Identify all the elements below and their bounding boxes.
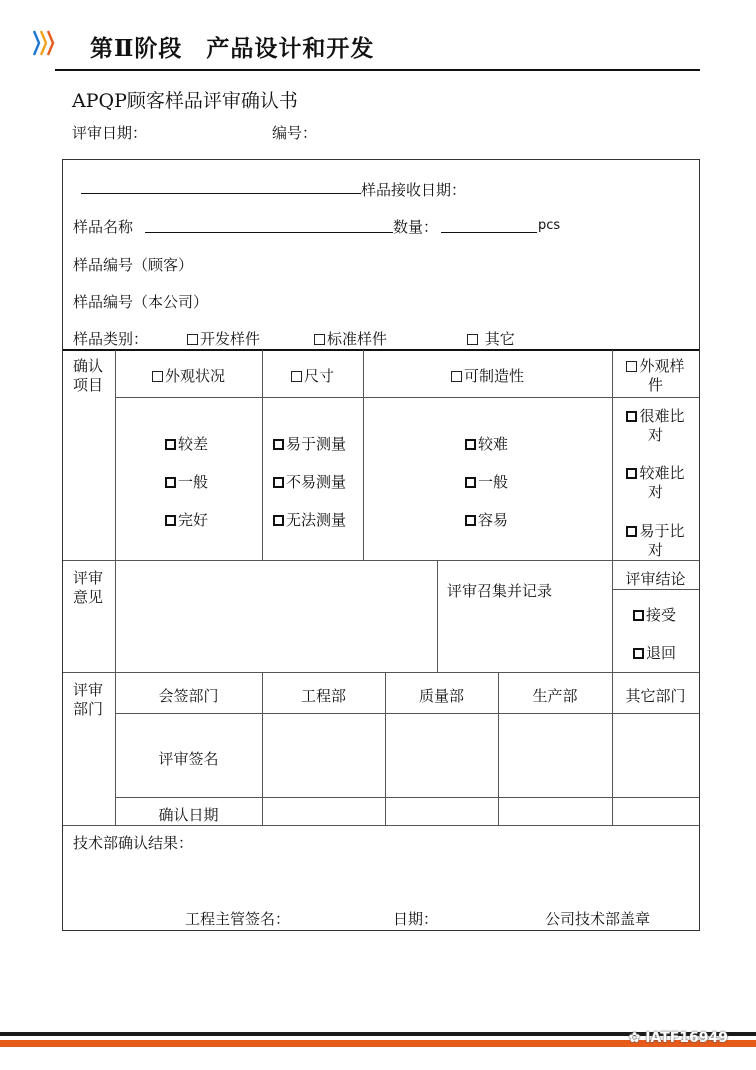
review-date-label: 评审日期： [72,124,148,142]
document-title: APQP顾客样品评审确认书 [72,90,298,112]
option-appearance-good[interactable]: 完好 [165,509,208,530]
receive-date-field[interactable] [81,193,361,194]
receive-date-label: 样品接收日期： [361,181,467,199]
wechat-icon: ✿ [628,1030,641,1046]
checkbox-icon [465,477,476,488]
col-quality: 质量部 [418,687,464,705]
checkbox-icon [626,411,637,422]
tech-date-label: 日期： [393,910,439,928]
option-compare-easy[interactable]: 易于比 [612,520,699,541]
checkbox-icon [465,439,476,450]
checkbox-icon [165,439,176,450]
number-label: 编号： [272,124,318,142]
option-appearance-normal[interactable]: 一般 [165,471,208,492]
quantity-unit: pcs [538,218,561,233]
departments-label-line2: 部门 [73,700,104,718]
confirm-label-line1: 确认 [73,357,104,375]
option-compare-hard[interactable]: 较难比 [612,462,699,483]
col-sign-department: 会签部门 [158,687,219,705]
meeting-record-label: 评审召集并记录 [447,582,553,600]
option-dimension-easy[interactable]: 易于测量 [273,433,346,454]
sample-name-field[interactable] [145,232,393,233]
option-compare-hard-line2: 对 [647,483,663,501]
checkbox-icon [626,468,637,479]
option-mfg-easy[interactable]: 容易 [465,509,508,530]
customer-sample-no-label: 样品编号（顾客） [73,256,194,274]
header-manufacturability[interactable]: 可制造性 [363,365,612,386]
option-compare-very-hard[interactable]: 很难比 [612,405,699,426]
quantity-label: 数量： [393,218,439,236]
checkbox-icon [633,610,644,621]
checkbox-icon [626,361,637,372]
checkbox-icon [451,371,462,382]
col-engineering: 工程部 [300,687,346,705]
category-other[interactable]: 其它 [467,328,515,349]
company-sample-no-label: 样品编号（本公司） [73,293,209,311]
checkbox-icon [633,648,644,659]
sample-name-label: 样品名称 [73,218,134,236]
col-production: 生产部 [532,687,578,705]
option-mfg-normal[interactable]: 一般 [465,471,508,492]
section-title: 第Ⅱ阶段 产品设计和开发 [90,35,375,62]
checkbox-icon [152,371,163,382]
category-standard[interactable]: 标准样件 [314,328,387,349]
option-accept[interactable]: 接受 [633,604,676,625]
category-development[interactable]: 开发样件 [187,328,260,349]
review-sign-label: 评审签名 [158,750,219,768]
review-form [62,159,700,931]
checkbox-icon [187,334,198,345]
tech-stamp-label: 公司技术部盖章 [545,910,651,928]
conclusion-label: 评审结论 [625,570,686,588]
confirm-date-label: 确认日期 [158,806,219,824]
col-other-department: 其它部门 [625,687,686,705]
option-dimension-impossible[interactable]: 无法测量 [273,509,346,530]
checkbox-icon [273,515,284,526]
option-compare-easy-line2: 对 [647,541,663,559]
header-divider [55,69,700,71]
option-dimension-hard[interactable]: 不易测量 [273,471,346,492]
quantity-field[interactable] [441,232,537,233]
checkbox-icon [273,477,284,488]
checkbox-icon [273,439,284,450]
checkbox-icon [165,515,176,526]
option-appearance-poor[interactable]: 较差 [165,433,208,454]
option-mfg-hard[interactable]: 较难 [465,433,508,454]
checkbox-icon [467,334,478,345]
tech-result-label: 技术部确认结果： [73,834,194,852]
checkbox-icon [165,477,176,488]
option-return[interactable]: 退回 [633,642,676,663]
opinion-label-line1: 评审 [73,569,104,587]
opinion-label-line2: 意见 [73,588,104,606]
confirm-label-line2: 项目 [73,376,104,394]
watermark: ✿ IATF16949 [628,1030,728,1046]
checkbox-icon [626,526,637,537]
engineer-sign-label: 工程主管签名： [185,910,291,928]
header-appearance-sample[interactable]: 外观样 [612,355,699,376]
option-compare-very-hard-line2: 对 [647,426,663,444]
chevron-arrows-icon [32,28,58,58]
checkbox-icon [465,515,476,526]
header-appearance-sample-line2: 件 [647,376,663,394]
checkbox-icon [314,334,325,345]
checkbox-icon [291,371,302,382]
header-appearance[interactable]: 外观状况 [115,365,262,386]
sample-category-label: 样品类别： [73,330,149,348]
departments-label-line1: 评审 [73,681,104,699]
header-dimension[interactable]: 尺寸 [262,365,363,386]
